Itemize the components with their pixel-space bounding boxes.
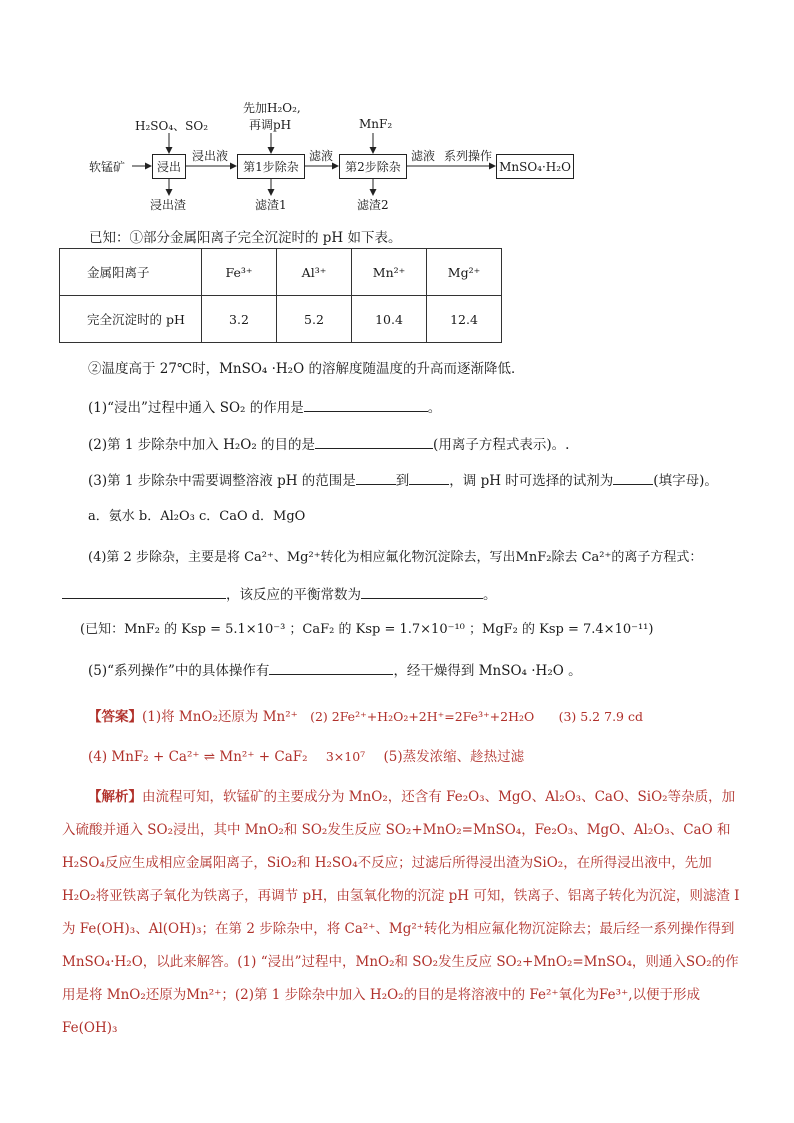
table-ion-cell: Mg²⁺	[427, 249, 502, 296]
answer-blank[interactable]	[409, 471, 449, 485]
flow-arrow-label-1: 浸出液	[192, 149, 229, 163]
answer-line-2	[88, 745, 524, 765]
answer-4-k: 3×10⁷	[325, 749, 366, 764]
answer-blank[interactable]	[269, 661, 393, 675]
answer-blank[interactable]	[304, 398, 428, 412]
question-4-k-text: ，该反应的平衡常数为	[226, 587, 361, 603]
flow-start-label: 软锰矿	[89, 160, 126, 174]
flow-arrows	[0, 0, 794, 230]
table-value-cell: 5.2	[277, 296, 352, 343]
question-3-reagent: ，调 pH 时可选择的试剂为	[449, 473, 614, 489]
flow-residue-3: 滤渣2	[357, 198, 389, 212]
answer-blank[interactable]	[315, 435, 433, 449]
flow-box-step2-label: 第2步除杂	[345, 160, 401, 174]
answer-blank[interactable]	[361, 585, 483, 599]
flow-box-step1-label: 第1步除杂	[243, 160, 299, 174]
question-1	[88, 396, 441, 416]
question-4-end: 。	[483, 587, 497, 603]
table-ion-cell: Al³⁺	[277, 249, 352, 296]
table-ion-cell: Mn²⁺	[352, 249, 427, 296]
flow-arrow-label-2: 滤液	[309, 149, 334, 163]
table-value-row	[60, 296, 502, 343]
answer-3: (3) 5.2 7.9 cd	[558, 709, 643, 724]
answer-blank[interactable]	[62, 585, 226, 599]
answer-tag: 【答案】	[88, 709, 142, 725]
ksp-note: (已知：MnF₂ 的 Ksp = 5.1×10⁻³ ；CaF₂ 的 Ksp = 1.7×10⁻¹⁰ ；MgF₂ 的 Ksp = 7.4×10⁻¹¹)	[80, 622, 654, 637]
answer-line-1	[88, 705, 643, 725]
question-3-options: a．氨水 b．Al₂O₃ c．CaO d．MgO	[88, 509, 306, 524]
table-value-cell: 12.4	[427, 296, 502, 343]
table-value-cell: 3.2	[202, 296, 277, 343]
flow-residue-1: 浸出渣	[150, 198, 187, 212]
precipitation-table	[59, 248, 502, 343]
question-3-text: (3)第 1 步除杂中需要调整溶液 pH 的范围是	[88, 473, 356, 489]
question-5	[88, 659, 582, 679]
answer-2: (2) 2Fe²⁺+H₂O₂+2H⁺=2Fe³⁺+2H₂O	[310, 709, 535, 724]
flow-box-product-label: MnSO₄·H₂O	[499, 159, 571, 174]
question-2	[88, 433, 569, 453]
flow-box-leach-label: 浸出	[156, 160, 181, 174]
question-2-end: (用离子方程式表示)。.	[433, 437, 570, 453]
analysis-text: 由流程可知，软锰矿的主要成分为 MnO₂，还含有 Fe₂O₃、MgO、Al₂O₃、CaO、SiO₂等杂质，加入硫酸并通入 SO₂浸出，其中 MnO₂和 SO₂发生反应 SO₂+MnO₂=MnSO₄，Fe₂O₃、MgO、Al₂O₃、CaO 和 H₂SO₄反应生成相应金属阳离子，SiO₂和 H₂SO₄不反应；过滤后所得浸出渣为SiO₂，在所得浸出液中，先加 H₂O₂将亚铁离子氧化为铁离子，再调节 pH，由氢氧化物的沉淀 pH 可知，铁离子、铝离子转化为沉淀，则滤渣 I 为 Fe(OH)₃、Al(OH)₃；在第 2 步除杂中，将 Ca²⁺、Mg²⁺转化为相应氟化物沉淀除去；最后经一系列操作得到 MnSO₄·H₂O，以此来解答。(1) “浸出”过程中，MnO₂和 SO₂发生反应 SO₂+MnO₂=MnSO₄，则通入SO₂的作用是将 MnO₂还原为Mn²⁺；(2)第 1 步除杂中加入 H₂O₂的目的是将溶液中的 Fe²⁺氧化为Fe³⁺,以便于形成 Fe(OH)₃	[62, 789, 740, 1036]
known-info-2: ②温度高于 27℃时，MnSO₄ ·H₂O 的溶解度随温度的升高而逐渐降低．	[88, 361, 525, 377]
analysis-paragraph	[62, 781, 742, 1045]
answer-1: (1)将 MnO₂还原为 Mn²⁺	[142, 709, 298, 725]
analysis-tag: 【解析】	[88, 789, 142, 805]
flow-arrow-label-4: 系列操作	[444, 149, 493, 163]
flow-reagent-2-line1: 先加H₂O₂,	[243, 101, 301, 115]
answer-blank[interactable]	[356, 471, 396, 485]
question-3	[88, 469, 718, 489]
question-3-to: 到	[395, 473, 410, 489]
question-4-line2	[62, 583, 497, 603]
flow-reagent-1: H₂SO₄、SO₂	[135, 119, 209, 133]
question-1-end: 。	[427, 400, 442, 416]
table-ion-cell: Fe³⁺	[202, 249, 277, 296]
flow-arrow-label-3: 滤液	[411, 149, 436, 163]
table-row-label: 完全沉淀时的 pH	[60, 296, 202, 343]
answer-blank[interactable]	[613, 471, 653, 485]
question-5-text: (5)“系列操作”中的具体操作有	[88, 663, 270, 679]
question-2-text: (2)第 1 步除杂中加入 H₂O₂ 的目的是	[88, 437, 316, 453]
table-header-row	[60, 249, 502, 296]
question-5-end: ，经干燥得到 MnSO₄ ·H₂O 。	[393, 663, 582, 679]
flow-reagent-2-line2: 再调pH	[249, 118, 292, 132]
flow-residue-2: 滤渣1	[255, 198, 287, 212]
question-3-end: (填字母)。	[653, 473, 718, 489]
table-value-cell: 10.4	[352, 296, 427, 343]
table-header-label: 金属阳离子	[60, 249, 202, 296]
answer-4: (4) MnF₂ + Ca²⁺ ⇌ Mn²⁺ + CaF₂	[88, 749, 308, 765]
answer-5: (5)蒸发浓缩、趁热过滤	[383, 749, 525, 765]
question-4-text: (4)第 2 步除杂，主要是将 Ca²⁺、Mg²⁺转化为相应氟化物沉淀除去，写出MnF₂除去 Ca²⁺的离子方程式：	[88, 550, 703, 565]
flow-reagent-3: MnF₂	[359, 117, 393, 131]
known-info-1: 已知：①部分金属阳离子完全沉淀时的 pH 如下表。	[89, 230, 402, 246]
question-1-text: (1)“浸出”过程中通入 SO₂ 的作用是	[88, 400, 304, 416]
